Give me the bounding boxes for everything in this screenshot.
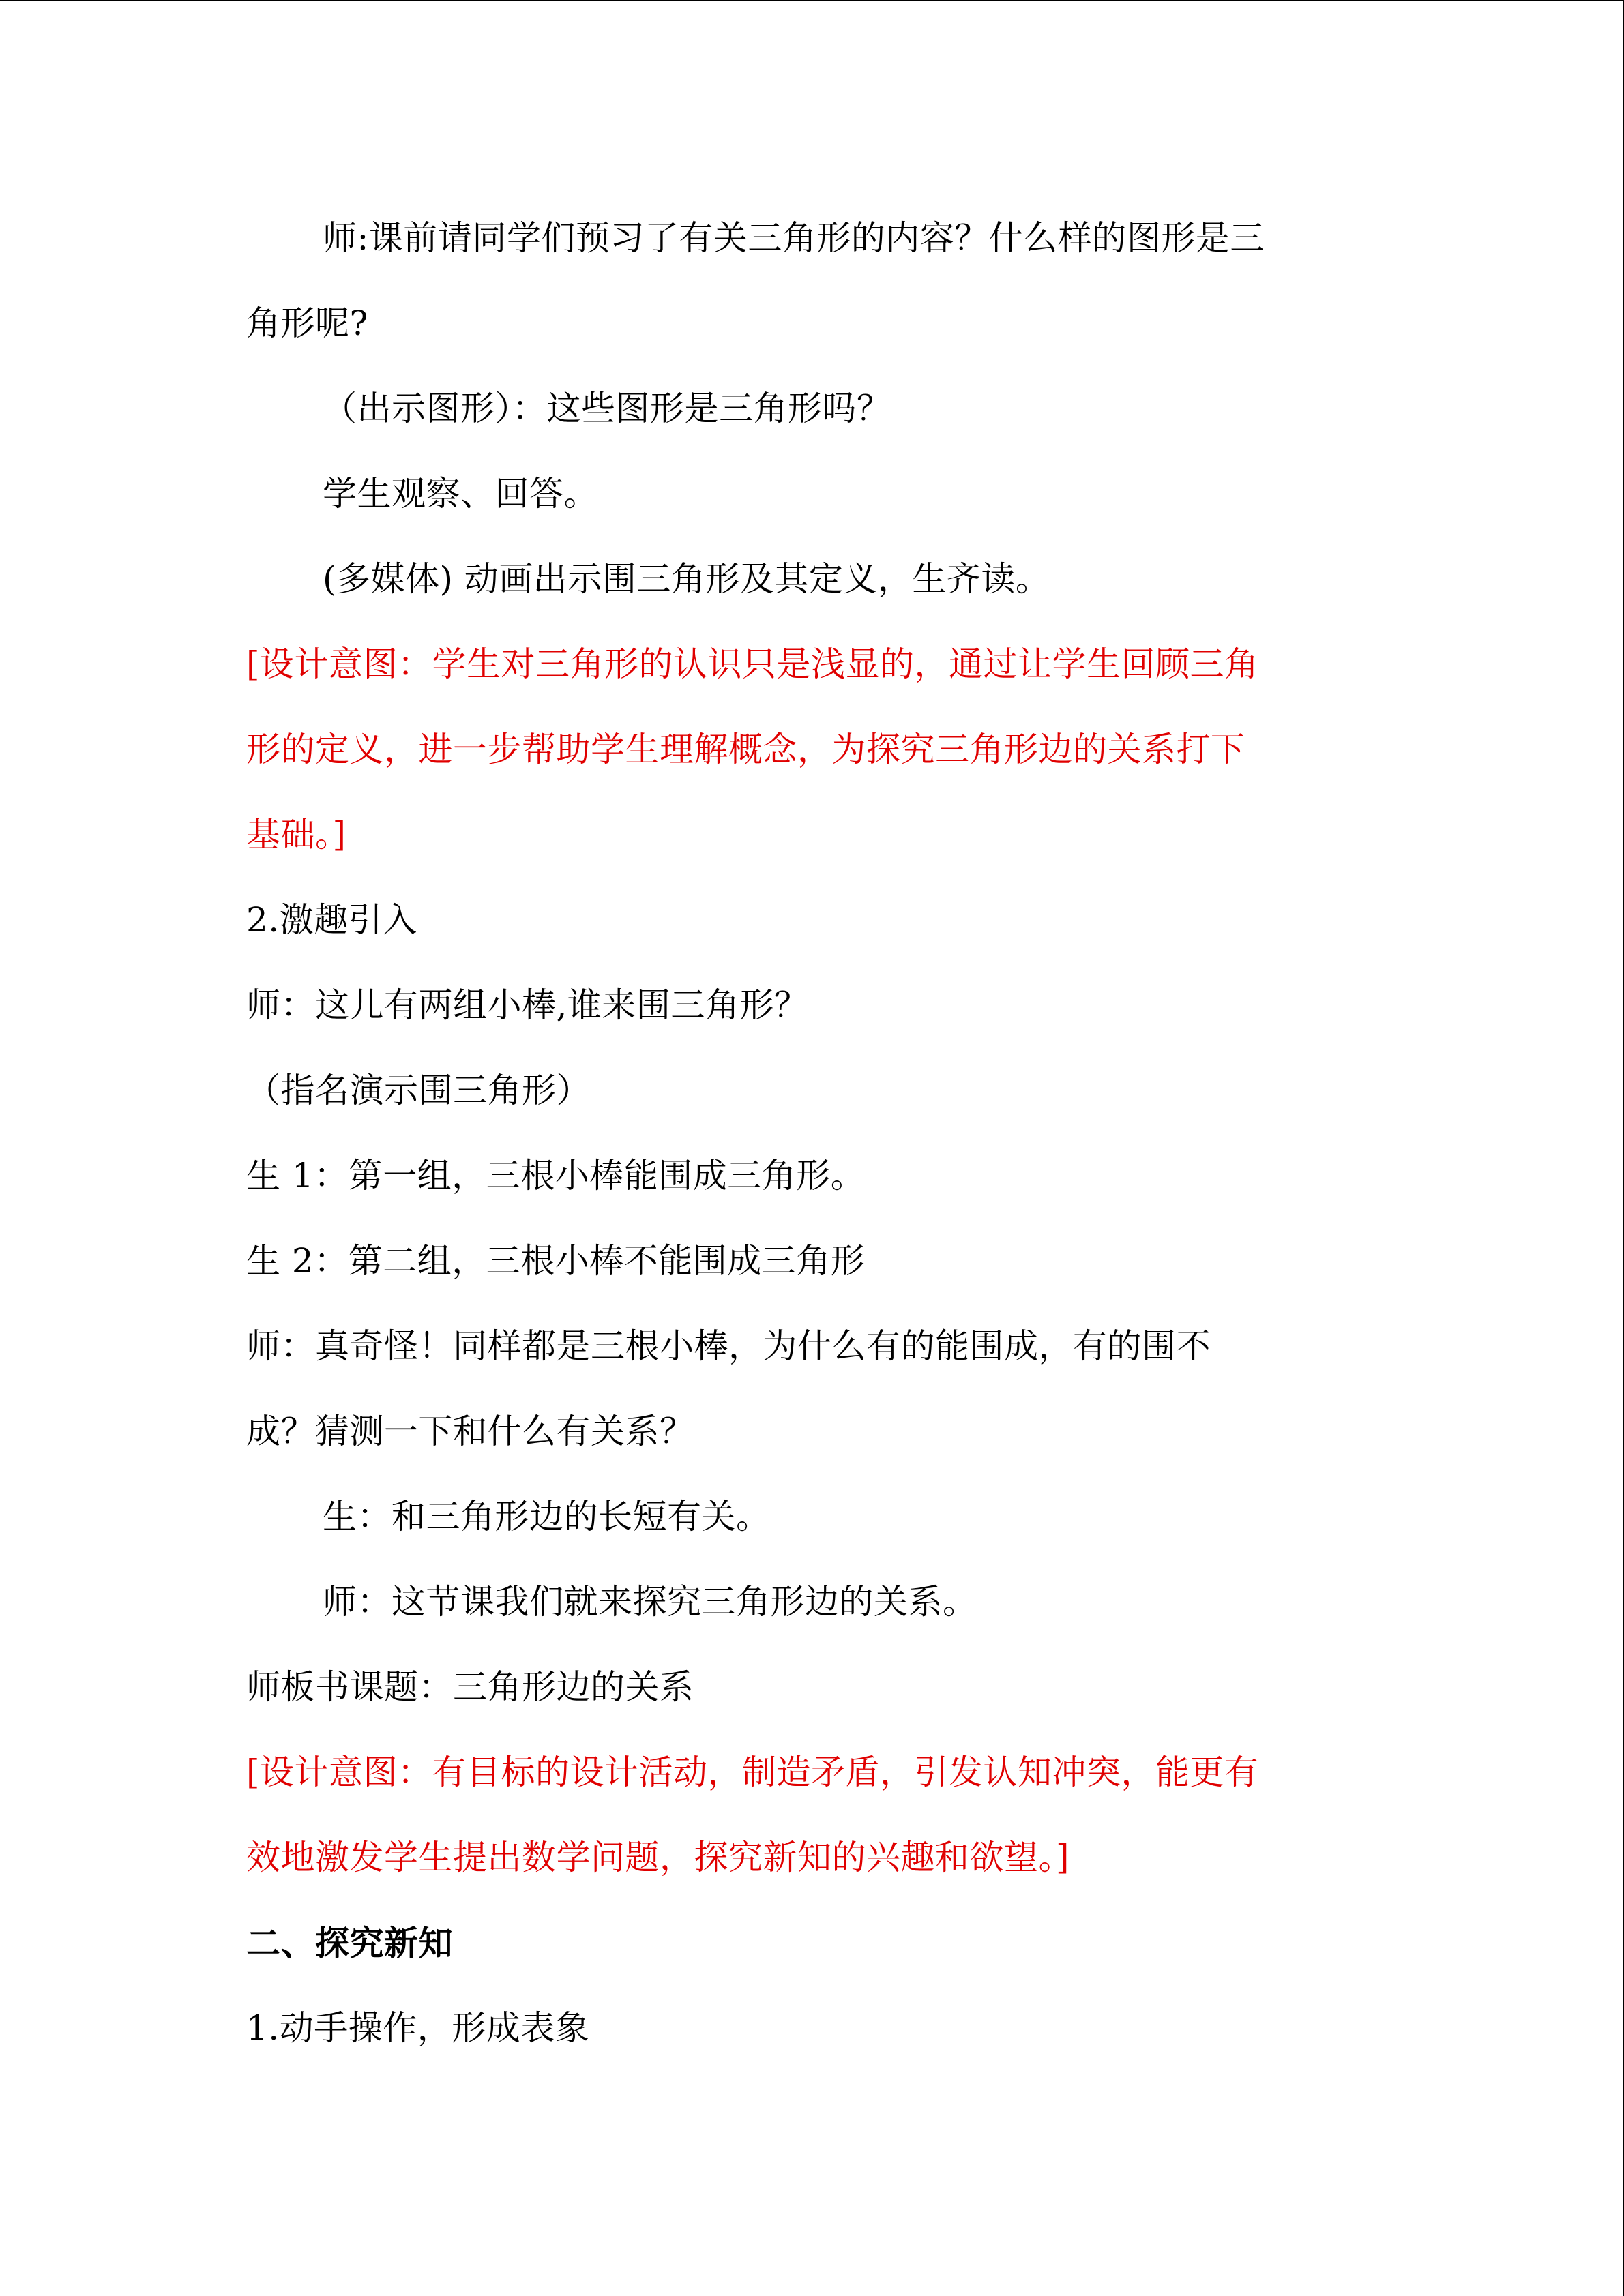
teacher-topic-line: 师：这节课我们就来探究三角形边的关系。 [323,1582,977,1622]
design-intent-1-line-1: [设计意图：学生对三角形的认识只是浅显的，通过让学生回顾三角 [246,644,1259,684]
student-1-line: 生 1：第一组，三根小棒能围成三角形。 [246,1156,866,1195]
student-2-line: 生 2：第二组，三根小棒不能围成三角形 [246,1241,866,1281]
design-intent-1-line-2: 形的定义，进一步帮助学生理解概念，为探究三角形边的关系打下 [246,730,1245,769]
design-intent-2-line-2: 效地激发学生提出数学问题，探究新知的兴趣和欲望。] [246,1838,1070,1877]
section-heading-explore: 二、探究新知 [246,1923,453,1963]
student-answer-line: 生：和三角形边的长短有关。 [323,1497,771,1536]
design-intent-1-line-3: 基础。] [246,815,346,854]
design-intent-2-line-1: [设计意图：有目标的设计活动，制造矛盾，引发认知冲突，能更有 [246,1753,1259,1792]
document-body [246,196,1378,2071]
teacher-strange-line-2: 成？猜测一下和什么有关系？ [246,1412,694,1451]
teacher-question-line-1: 师:课前请同学们预习了有关三角形的内容？什么样的图形是三 [323,218,1265,258]
section-heading-2: 2.激趣引入 [246,900,417,940]
demo-note-line: （指名演示围三角形） [246,1071,591,1110]
teacher-strange-line-1: 师：真奇怪！同样都是三根小棒，为什么有的能围成，有的围不 [246,1326,1211,1366]
multimedia-line: (多媒体) 动画出示围三角形及其定义，生齐读。 [323,559,1050,599]
show-figures-line: （出示图形）：这些图形是三角形吗？ [323,389,891,428]
board-title-line: 师板书课题：三角形边的关系 [246,1667,694,1707]
subsection-hands-on: 1.动手操作，形成表象 [246,2008,590,2048]
students-observe-line: 学生观察、回答。 [323,474,598,513]
teacher-sticks-line: 师：这儿有两组小棒,谁来围三角形？ [246,985,809,1025]
teacher-question-line-2: 角形呢? [246,303,368,343]
